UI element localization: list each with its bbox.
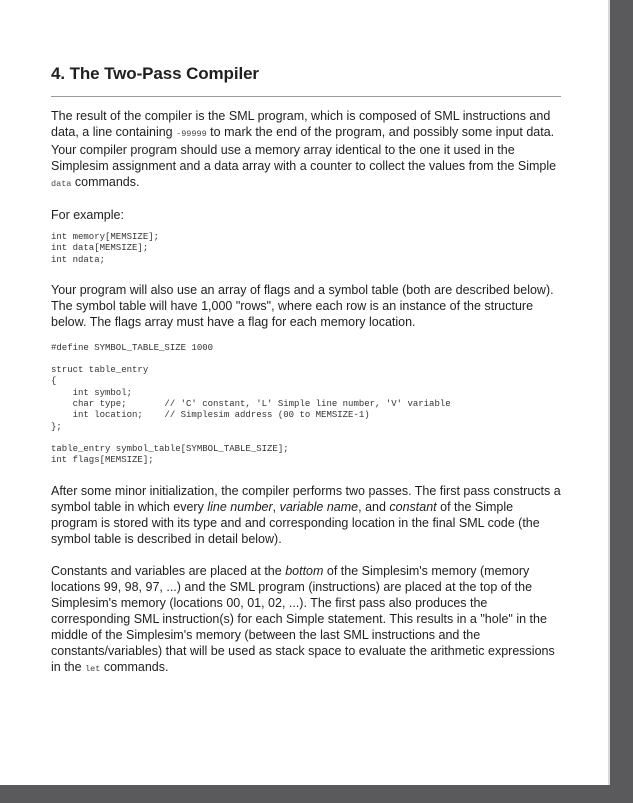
code-line: int ndata; [51,254,106,265]
code-line: }; [51,421,62,432]
viewer-background-right [610,0,633,803]
para4-text-3: commands. [100,659,169,674]
em-variable-name: variable name [279,499,359,514]
code-block-struct [51,365,561,433]
para1-text-2: to mark the end of the program, and possibly some input data. Your compiler program should use a memory array identical to the one it used in the Simplesim assignment and a data array with a counter to collect the values from the Simple [51,125,557,173]
em-bottom: bottom [285,563,324,578]
para3-text-2: , [272,499,280,514]
for-example-label: For example: [51,208,124,222]
code-line: int memory[MEMSIZE]; [51,232,160,242]
para1-text-1: The result of the compiler is the SML program, which is composed of SML instructions and data, a line containing [51,109,551,139]
para3-text-3: , and [358,499,390,514]
code-line: struct table_entry [51,365,149,376]
page-content [51,64,561,677]
paragraph-memory-layout [51,563,561,677]
para1-text-3: commands. [71,175,140,189]
paragraph-two-passes [51,483,561,547]
code-line: { [51,376,57,387]
code-end-marker: -99999 [176,129,207,139]
code-data-keyword: data [51,179,72,189]
para3-text-4: of the Simple program is stored with its type and and corresponding location in the final SML code (the symbol table is described in detail below). [51,499,540,546]
em-constant: constant [389,499,437,514]
paragraph-flags-symbol-table: Your program will also use an array of flags and a symbol table (both are described below). The symbol table will have 1,000 "rows", where each row is an instance of the structure below. The flags array must have a flag for each memory location. [51,282,554,329]
para4-text-2: of the Simplesim's memory (memory locations 99, 98, 97, ...) and the SML program (instructions) are placed at the top of the Simplesim's memory (locations 00, 01, 02, ...). The first pass also produces the corresponding SML instruction(s) for each Simple statement. This results in a "hole" in the middle of the Simplesim's memory (between the last SML instructions and the constants/variables) that will be used as stack space to evaluate the arithmetic expressions in the [51,563,555,674]
code-line: char type; // 'C' constant, 'L' Simple line number, 'V' variable [51,399,451,410]
para4-text-1: Constants and variables are placed at the [51,563,286,578]
code-line: int symbol; [51,387,133,398]
code-define-line: #define SYMBOL_TABLE_SIZE 1000 [51,342,214,353]
para3-text-1: After some minor initialization, the compiler performs two passes. The first pass constructs a symbol table in which every [51,483,561,514]
em-line-number: line number [207,499,273,514]
section-title: 4. The Two-Pass Compiler [51,64,561,97]
viewer-background-bottom [0,785,633,803]
paragraph-sml-result [51,108,561,192]
code-block-declarations [51,444,561,467]
code-let-keyword: let [85,663,101,674]
code-line: int flags[MEMSIZE]; [51,455,154,466]
code-line: int data[MEMSIZE]; [51,243,149,254]
code-line: table_entry symbol_table[SYMBOL_TABLE_SIZE]; [51,443,289,454]
code-line: int location; // Simplesim address (00 to MEMSIZE-1) [51,410,370,421]
code-block-memory [51,232,561,266]
